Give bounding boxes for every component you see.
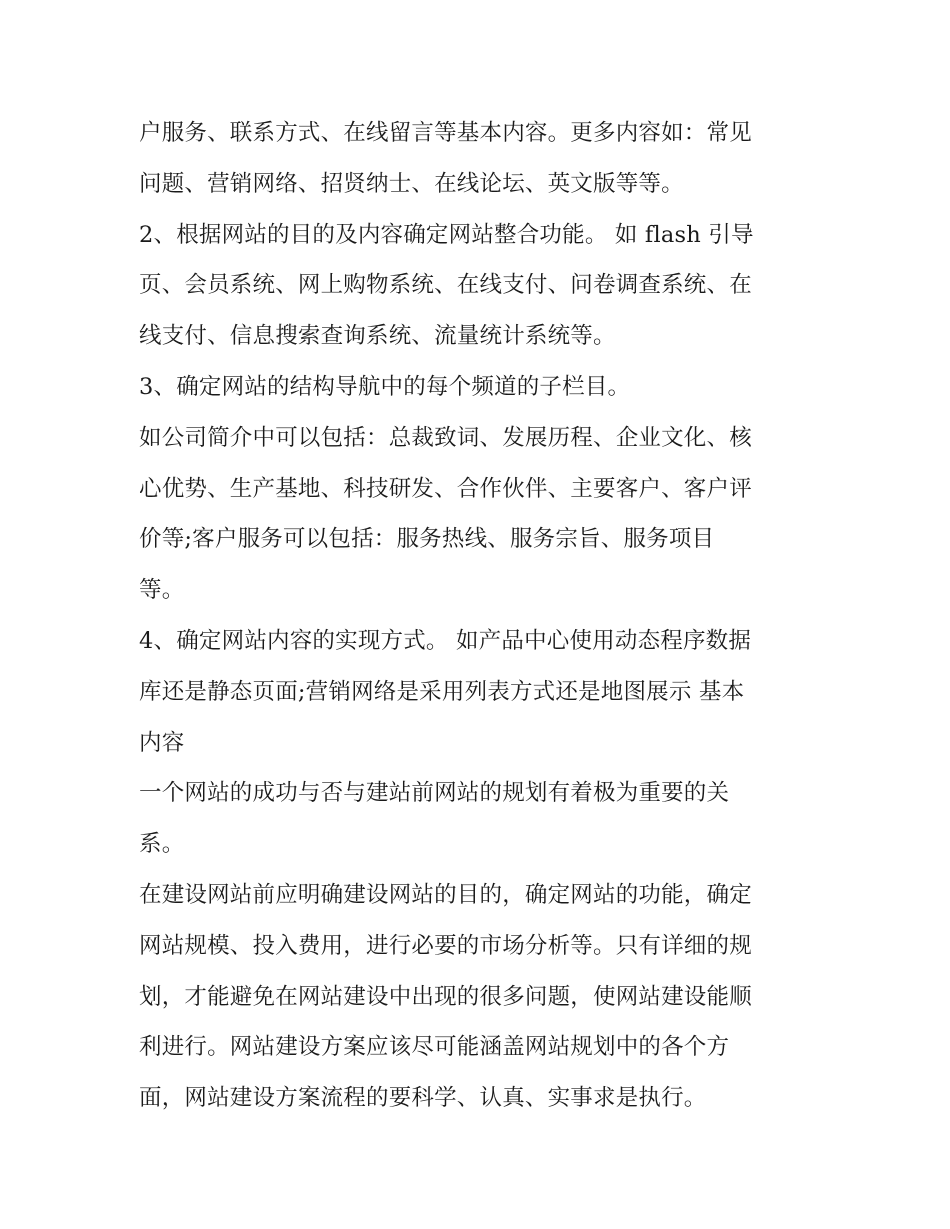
text-line: 划，才能避免在网站建设中出现的很多问题，使网站建设能顺 [139,983,752,1010]
text-line: 网站规模、投入费用，进行必要的市场分析等。只有详细的规 [139,932,752,959]
text-line: 如公司简介中可以包括：总裁致词、发展历程、企业文化、核 [139,424,752,451]
text-line: 在建设网站前应明确建设网站的目的，确定网站的功能，确定 [139,881,752,908]
text-line: 线支付、信息搜索查询系统、流量统计系统等。 [139,323,616,350]
text-line: 系。 [139,831,185,858]
text-line: 利进行。网站建设方案应该尽可能涵盖网站规划中的各个方 [139,1034,730,1061]
text-line: 4、确定网站内容的实现方式。 如产品中心使用动态程序数据 [139,627,752,654]
text-line: 库还是静态页面;营销网络是采用列表方式还是地图展示 基本 [139,678,745,705]
document-body [139,108,819,1124]
text-line: 2、根据网站的目的及内容确定网站整合功能。 如 flash 引导 [139,221,754,248]
text-line: 等。 [139,577,185,604]
text-line: 价等;客户服务可以包括：服务热线、服务宗旨、服务项目 [139,526,715,553]
text-line: 心优势、生产基地、科技研发、合作伙伴、主要客户、客户评 [139,475,752,502]
text-line: 页、会员系统、网上购物系统、在线支付、问卷调查系统、在 [139,272,752,299]
text-line: 内容 [139,729,185,756]
text-line: 问题、营销网络、招贤纳士、在线论坛、英文版等等。 [139,170,684,197]
text-line: 面，网站建设方案流程的要科学、认真、实事求是执行。 [139,1085,707,1112]
text-line: 3、确定网站的结构导航中的每个频道的子栏目。 [139,373,631,400]
text-line: 户服务、联系方式、在线留言等基本内容。更多内容如：常见 [139,120,752,146]
text-line: 一个网站的成功与否与建站前网站的规划有着极为重要的关 [139,780,730,807]
